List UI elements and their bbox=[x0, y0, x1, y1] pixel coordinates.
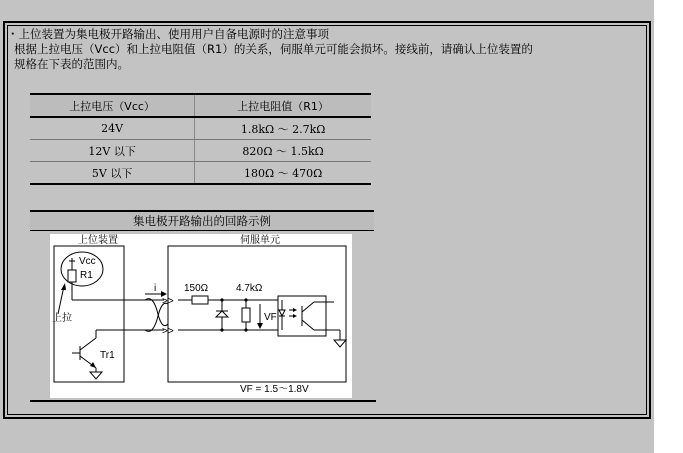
notice-body-line2: 规格在下表的范围内。 bbox=[14, 57, 129, 71]
table-row bbox=[30, 162, 371, 185]
table-cell-resistance: 820Ω ～ 1.5kΩ bbox=[195, 140, 371, 162]
r1-label: R1 bbox=[80, 270, 93, 281]
connector-upper: >> bbox=[162, 296, 174, 307]
host-device-label: 上位装置 bbox=[78, 235, 118, 246]
r47k-label: 4.7kΩ bbox=[236, 283, 263, 294]
circuit-diagram-block bbox=[30, 210, 374, 403]
vcc-label: Vcc bbox=[79, 256, 96, 267]
vf-range-label: VF = 1.5～1.8V bbox=[240, 384, 309, 395]
table-cell-resistance: 180Ω ～ 470Ω bbox=[195, 162, 371, 185]
table-cell-resistance: 1.8kΩ ～ 2.7kΩ bbox=[195, 117, 371, 140]
servo-unit-label: 伺服单元 bbox=[240, 235, 280, 246]
table-row bbox=[30, 140, 371, 162]
r150-label: 150Ω bbox=[184, 283, 209, 294]
connector-lower: >> bbox=[162, 326, 174, 337]
notice-title: ・上位装置为集电极开路输出、使用用户自备电源时的注意事项 bbox=[7, 27, 329, 41]
r1-resistor bbox=[68, 270, 76, 282]
diagram-title: 集电极开路输出的回路示例 bbox=[30, 210, 374, 231]
header-resistance: 上拉电阻值（R1） bbox=[195, 94, 371, 117]
table-row bbox=[30, 117, 371, 140]
tr1-label: Tr1 bbox=[100, 350, 115, 361]
diagram-bottom-rule bbox=[30, 400, 376, 402]
right-margin-strip bbox=[654, 0, 683, 453]
header-voltage: 上拉电压（Vcc） bbox=[30, 94, 195, 117]
r150-resistor bbox=[192, 296, 208, 304]
pullup-label: 上拉 bbox=[52, 313, 72, 324]
current-label: i bbox=[154, 283, 157, 294]
table-header-row bbox=[30, 94, 371, 117]
circuit-diagram bbox=[50, 234, 352, 398]
pullup-spec-table bbox=[30, 93, 371, 185]
table-cell-voltage: 12V 以下 bbox=[30, 140, 195, 162]
notice-body-line1: 根据上拉电压（Vcc）和上拉电阻值（R1）的关系，伺服单元可能会损坏。接线前，请确认上位装置的 bbox=[14, 42, 533, 56]
r47k-resistor bbox=[242, 308, 250, 322]
vf-label: VF bbox=[264, 312, 277, 323]
table-cell-voltage: 5V 以下 bbox=[30, 162, 195, 185]
table-cell-voltage: 24V bbox=[30, 117, 195, 140]
notice-panel bbox=[3, 21, 651, 419]
